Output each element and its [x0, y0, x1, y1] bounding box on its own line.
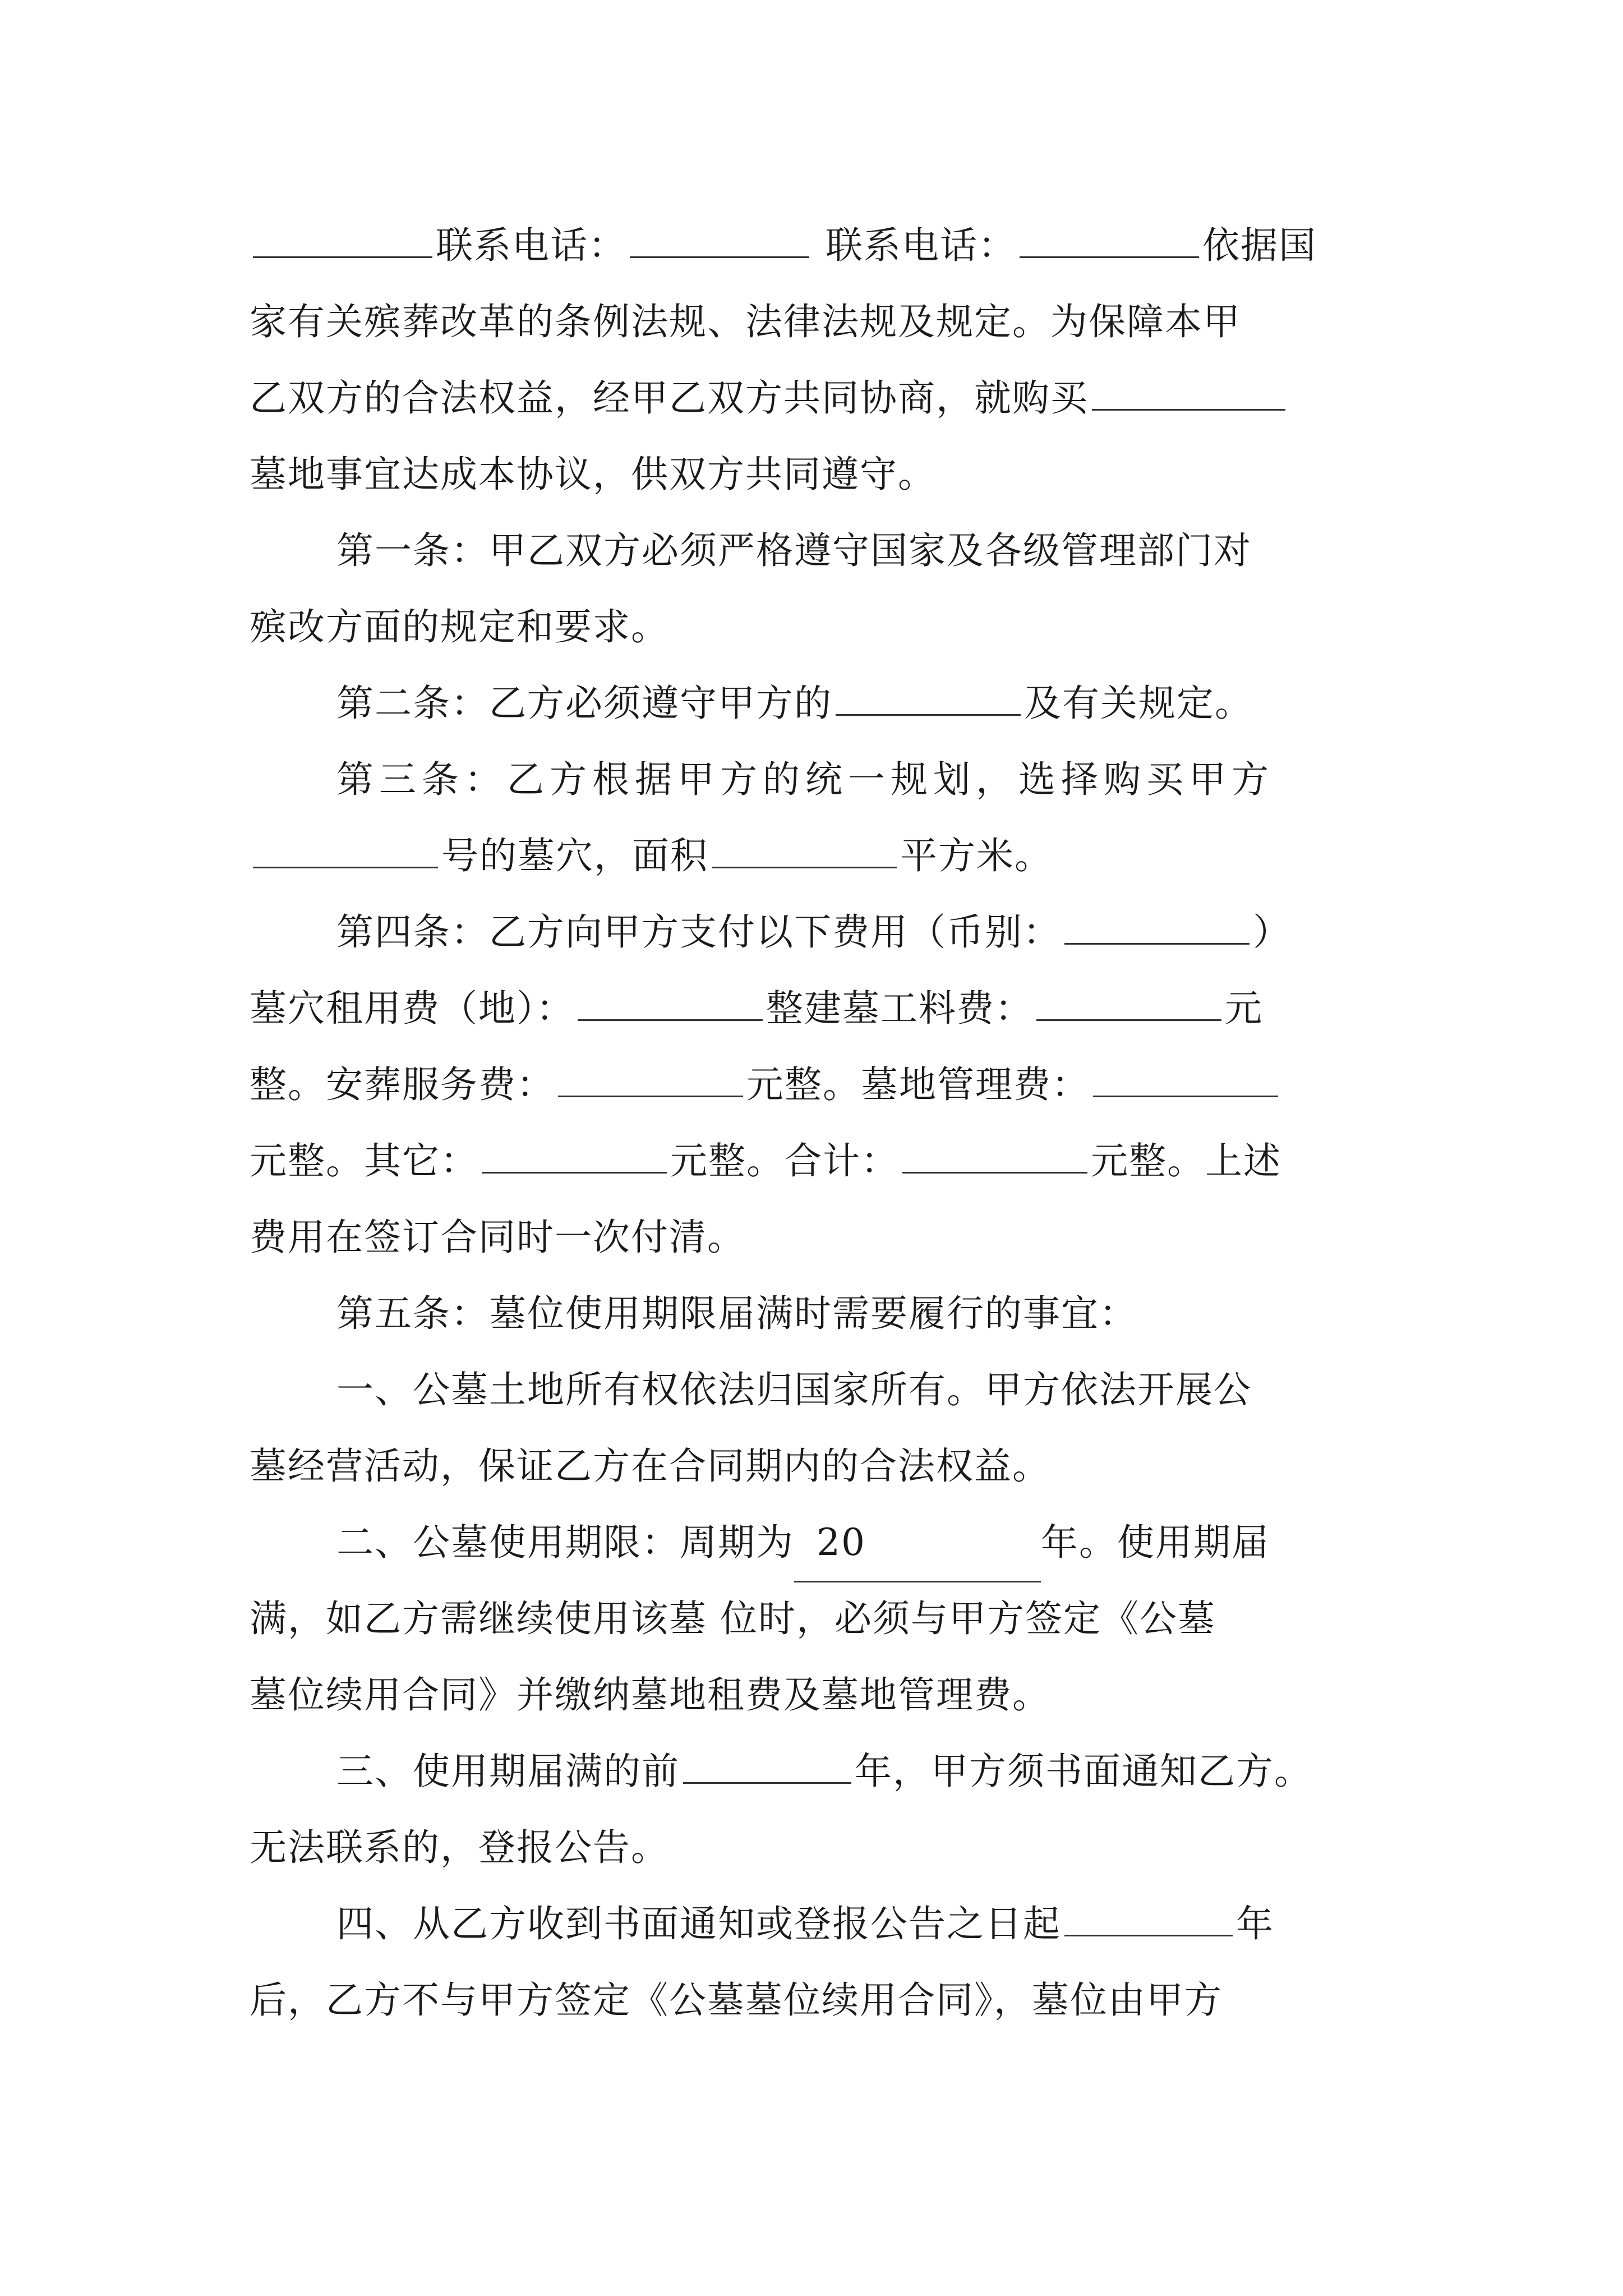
blank-field [1064, 908, 1249, 945]
text-line: 满，如乙方需继续使用该墓 位时，必须与甲方签定《公墓 [250, 1597, 1216, 1640]
text-segment: ） [1253, 910, 1291, 954]
contact-phone-label-2: 联系电话： [825, 224, 1016, 267]
blank-field [836, 679, 1021, 716]
blank-field [578, 984, 763, 1021]
text-segment: 年。使用期届 [1041, 1521, 1270, 1564]
clause-3 [250, 1733, 1382, 1810]
text-segment: 及有关规定。 [1024, 682, 1253, 725]
article-4 [250, 894, 1382, 970]
text-segment: 墓穴租用费（地）： [250, 987, 574, 1030]
article-1: 第一条：甲乙双方必须严格遵守国家及各级管理部门对 [336, 529, 1252, 572]
text-line: 费用在签订合同时一次付清。 [250, 1216, 745, 1259]
blank-field [630, 221, 809, 258]
text-segment: 元整。合计： [670, 1139, 899, 1182]
text-segment: 整建墓工料费： [766, 987, 1033, 1030]
blank-field [253, 831, 438, 868]
text-segment: 乙双方的合法权益，经甲乙双方共同协商，就购买 [250, 376, 1089, 420]
blank-field [683, 1747, 851, 1784]
text-segment: 年 [1236, 1902, 1274, 1945]
article-5: 第五条：墓位使用期限届满时需要履行的事宜： [336, 1292, 1137, 1335]
article-2 [250, 665, 1382, 742]
text-segment: 依据国 [1202, 224, 1317, 267]
text-line [250, 818, 1382, 894]
text-line: 墓地事宜达成本协议，供双方共同遵守。 [250, 453, 936, 496]
text-segment: 元整。其它： [250, 1139, 478, 1182]
text-line [250, 970, 1382, 1047]
blank-field [1064, 1899, 1233, 1936]
text-line: 墓经营活动，保证乙方在合同期内的合法权益。 [250, 1444, 1050, 1488]
text-line [250, 1123, 1382, 1199]
text-segment: 二、公墓使用期限：周期为 [336, 1521, 794, 1564]
blank-field [558, 1060, 743, 1097]
term-years-value: 20 [794, 1504, 1041, 1582]
text-segment: 元整。墓地管理费： [746, 1063, 1090, 1106]
text-segment: 四、从乙方收到书面通知或登报公告之日起 [336, 1902, 1061, 1945]
text-segment: 元整。上述 [1091, 1139, 1281, 1182]
blank-field [482, 1137, 667, 1174]
text-segment: 三、使用期届满的前 [336, 1750, 680, 1793]
text-segment: 元 [1225, 987, 1263, 1030]
text-line: 墓位续用合同》并缴纳墓地租费及墓地管理费。 [250, 1673, 1050, 1717]
line-contact-phones [250, 208, 1382, 284]
blank-field [1036, 984, 1221, 1021]
text-line [250, 360, 1382, 436]
text-line [250, 1047, 1382, 1123]
clause-4 [250, 1886, 1382, 1962]
blank-field [253, 221, 432, 258]
text-segment: 年，甲方须书面通知乙方。 [855, 1750, 1312, 1793]
text-line: 殡改方面的规定和要求。 [250, 605, 669, 648]
text-line: 无法联系的，登报公告。 [250, 1826, 669, 1869]
blank-field [712, 831, 897, 868]
text-line: 后，乙方不与甲方签定《公墓墓位续用合同》，墓位由甲方 [250, 1978, 1223, 2022]
text-segment: 平方米。 [900, 834, 1053, 877]
contract-body [250, 208, 1382, 2039]
blank-field [1093, 1060, 1278, 1097]
blank-field [1020, 221, 1199, 258]
contact-phone-label-1: 联系电话： [436, 224, 626, 267]
blank-field [902, 1137, 1087, 1174]
text-segment: 第四条：乙方向甲方支付以下费用（币别： [336, 910, 1061, 954]
text-segment: 整。安葬服务费： [250, 1063, 555, 1106]
text-segment: 第二条：乙方必须遵守甲方的 [336, 682, 832, 725]
blank-field [1092, 374, 1285, 411]
article-3: 第三条：乙方根据甲方的统一规划，选择购买甲方 [336, 758, 1274, 801]
clause-2 [250, 1504, 1382, 1581]
text-line: 家有关殡葬改革的条例法规、法律法规及规定。为保障本甲 [250, 300, 1241, 343]
text-segment: 号的墓穴，面积 [441, 834, 708, 877]
clause-1: 一、公墓土地所有权依法归国家所有。甲方依法开展公 [336, 1368, 1252, 1411]
